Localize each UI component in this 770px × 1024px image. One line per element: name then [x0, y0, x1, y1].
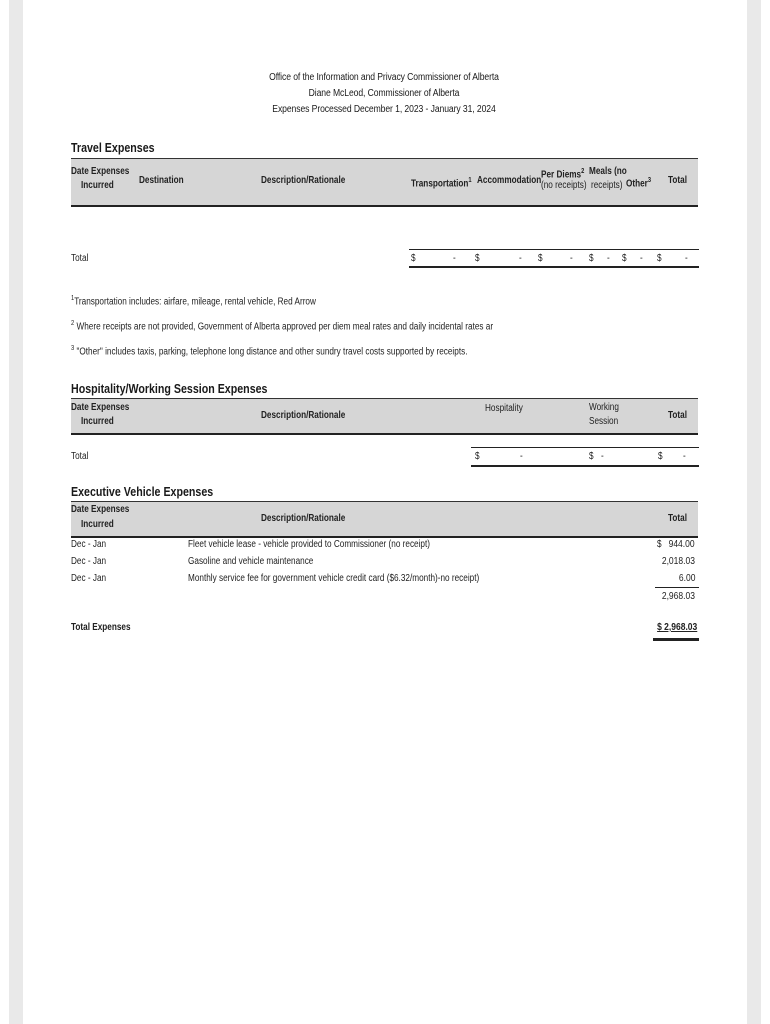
travel-total-other-amount: -	[640, 253, 643, 264]
hospitality-col-description: Description/Rationale	[261, 410, 346, 421]
travel-total-per-diems-amount: -	[570, 253, 573, 264]
vehicle-row-3-date: Dec - Jan	[71, 573, 107, 584]
hospitality-col-working-line1: Working	[589, 402, 619, 413]
hospitality-total-hospitality-currency: $	[475, 451, 480, 462]
hospitality-total-working-currency: $	[589, 451, 594, 462]
travel-col-meals-line2: receipts)	[591, 180, 623, 191]
hospitality-col-total: Total	[668, 410, 687, 421]
vehicle-row-1-description: Fleet vehicle lease - vehicle provided to Commissioner (no receipt)	[188, 539, 431, 550]
travel-total-label: Total	[71, 253, 89, 264]
vehicle-row-3-amount: 6.00	[678, 573, 695, 584]
travel-total-meals-currency: $	[589, 253, 594, 264]
header-commissioner: Diane McLeod, Commissioner of Alberta	[308, 88, 460, 99]
hospitality-total-bottom-rule	[471, 465, 699, 467]
travel-total-bottom-rule	[409, 266, 699, 268]
hospitality-col-hospitality: Hospitality	[485, 403, 523, 414]
grand-total-value: $ 2,968.03	[656, 622, 697, 633]
travel-col-per-diems: Per Diems$^2$	[541, 168, 585, 181]
hospitality-section-title: Hospitality/Working Session Expenses	[71, 381, 268, 396]
hospitality-col-working-line2: Session	[589, 416, 619, 427]
hospitality-total-total-currency: $	[658, 451, 663, 462]
vehicle-subtotal-rule	[655, 587, 699, 588]
travel-col-total: Total	[668, 175, 687, 186]
travel-col-accommodation: Accommodation	[477, 175, 542, 186]
travel-col-destination: Destination	[139, 175, 184, 186]
travel-total-total-currency: $	[657, 253, 662, 264]
travel-total-accommodation-currency: $	[475, 253, 480, 264]
travel-total-transportation-currency: $	[411, 253, 416, 264]
vehicle-row-2-date: Dec - Jan	[71, 556, 107, 567]
vehicle-subtotal: 2,968.03	[661, 591, 695, 602]
travel-col-meals-line1: Meals (no	[589, 166, 627, 177]
travel-section-title: Travel Expenses	[71, 140, 155, 155]
scan-right-edge	[747, 0, 761, 1024]
hospitality-col-date-line1: Date Expenses	[71, 402, 130, 413]
vehicle-row-1-amount: 944.00	[668, 539, 695, 550]
header-office: Office of the Information and Privacy Commissioner of Alberta	[269, 72, 499, 83]
hospitality-col-date-line2: Incurred	[81, 416, 114, 427]
hospitality-total-label: Total	[71, 451, 89, 462]
travel-total-top-rule	[409, 249, 699, 250]
document-page	[23, 0, 745, 1024]
travel-total-meals-amount: -	[607, 253, 610, 264]
footnote-1: $^1$Transportation includes: airfare, mileage, rental vehicle, Red Arrow	[71, 295, 316, 308]
vehicle-col-total: Total	[668, 513, 687, 524]
hospitality-total-hospitality-amount: -	[520, 451, 523, 462]
header-period: Expenses Processed December 1, 2023 - January 31, 2024	[272, 104, 496, 115]
hospitality-total-working-amount: -	[601, 451, 604, 462]
travel-total-other-currency: $	[622, 253, 627, 264]
vehicle-section-title: Executive Vehicle Expenses	[71, 484, 214, 499]
vehicle-col-date-line1: Date Expenses	[71, 504, 130, 515]
grand-total-double-rule	[653, 638, 699, 641]
footnote-3: $^3$ "Other" includes taxis, parking, telephone long distance and other sundry travel costs supported by receipts.	[71, 345, 468, 358]
vehicle-row-2-description: Gasoline and vehicle maintenance	[188, 556, 314, 567]
travel-total-total-amount: -	[685, 253, 688, 264]
grand-total-label: Total Expenses	[71, 622, 131, 633]
vehicle-row-3-description: Monthly service fee for government vehicle credit card ($6.32/month)-no receipt)	[188, 573, 480, 584]
travel-total-transportation-amount: -	[453, 253, 456, 264]
travel-total-accommodation-amount: -	[519, 253, 522, 264]
vehicle-row-1-currency: $	[657, 539, 662, 550]
travel-col-per-diems-note: (no receipts)	[541, 180, 587, 191]
travel-col-transportation: Transportation$^1$	[411, 177, 472, 190]
vehicle-row-1-date: Dec - Jan	[71, 539, 107, 550]
travel-col-other: Other$^3$	[626, 177, 652, 190]
vehicle-col-description: Description/Rationale	[261, 513, 346, 524]
vehicle-row-2-amount: 2,018.03	[661, 556, 695, 567]
travel-col-date-line1: Date Expenses	[71, 166, 130, 177]
hospitality-total-total-amount: -	[683, 451, 686, 462]
travel-total-per-diems-currency: $	[538, 253, 543, 264]
travel-col-description: Description/Rationale	[261, 175, 346, 186]
vehicle-col-date-line2: Incurred	[81, 519, 114, 530]
footnote-2: $^2$ Where receipts are not provided, Government of Alberta approved per diem meal rates and daily incidental rates ar	[71, 320, 494, 333]
hospitality-total-top-rule	[471, 447, 699, 448]
vehicle-header-band	[71, 501, 698, 538]
scan-left-edge	[9, 0, 23, 1024]
travel-col-date-line2: Incurred	[81, 180, 114, 191]
